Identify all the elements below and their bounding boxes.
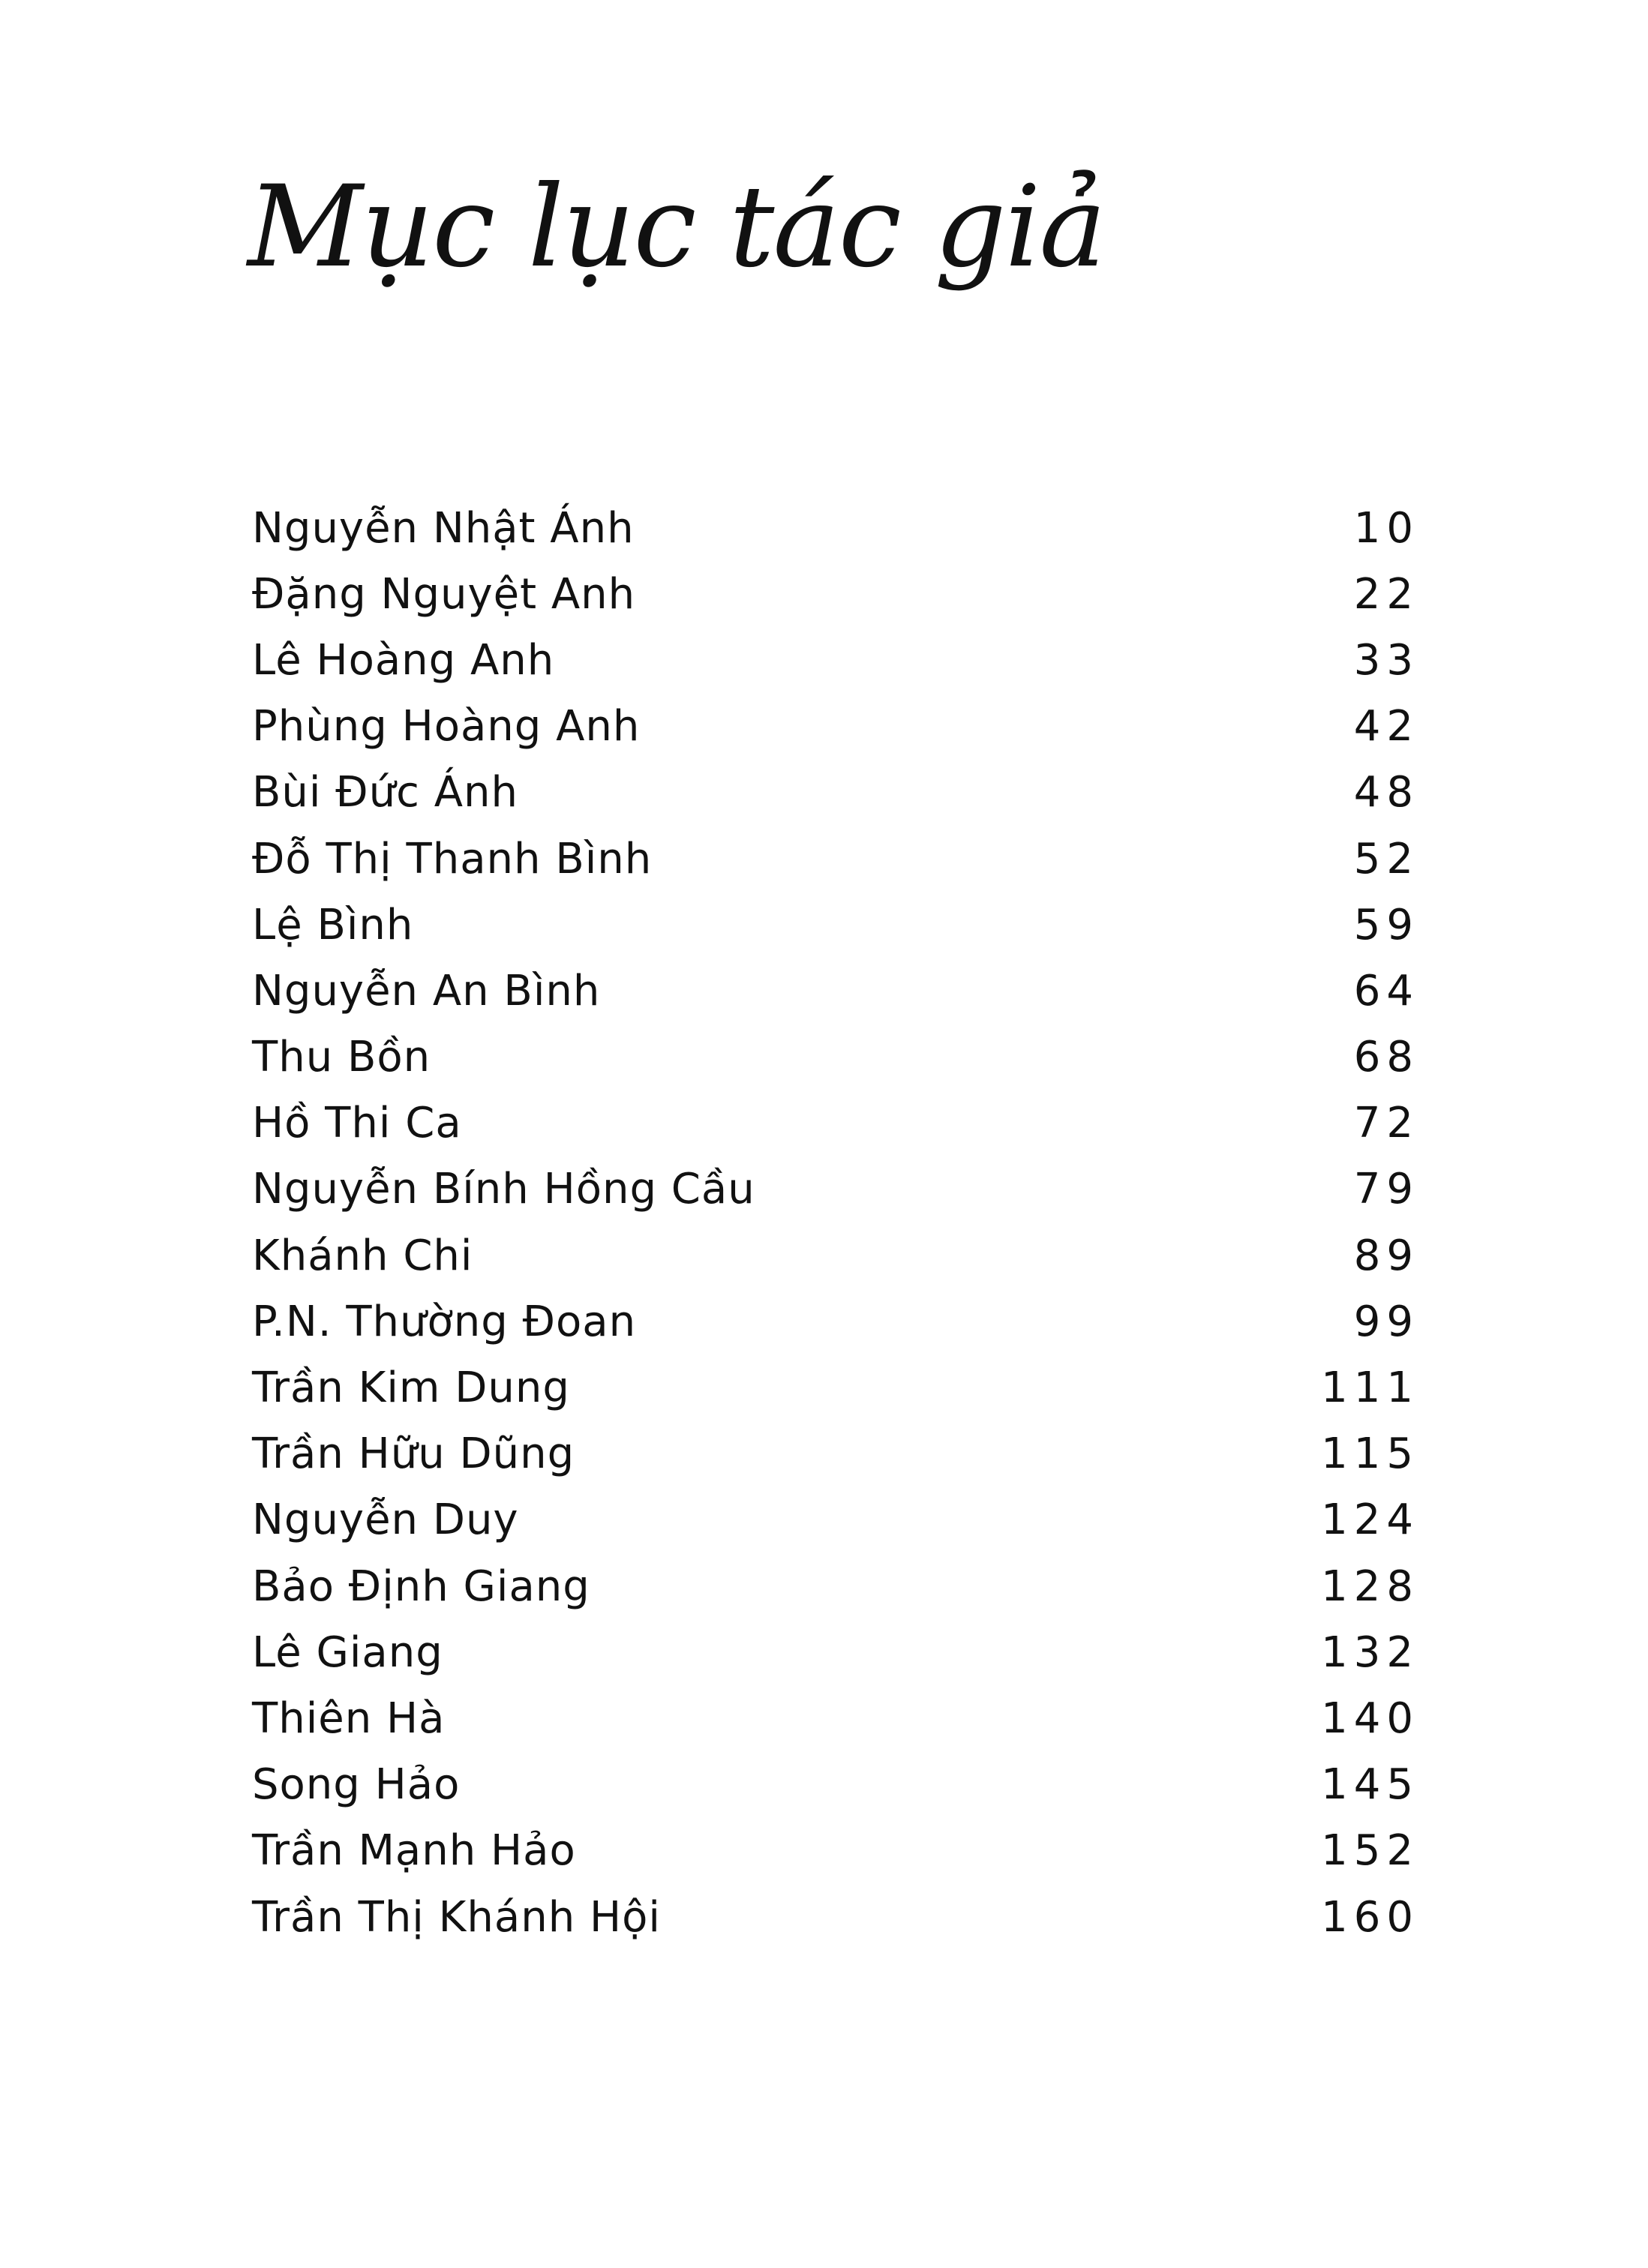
toc-entry xyxy=(252,694,1419,760)
toc-entry xyxy=(252,627,1419,693)
page-number: 152 xyxy=(1321,1826,1419,1876)
toc-entry xyxy=(252,892,1419,958)
author-name: Đặng Nguyệt Anh xyxy=(252,569,636,619)
author-name: P.N. Thường Đoan xyxy=(252,1297,637,1346)
page-number: 22 xyxy=(1353,569,1419,619)
page-number: 89 xyxy=(1353,1231,1419,1280)
page-number: 10 xyxy=(1353,503,1419,553)
toc-entry xyxy=(252,1553,1419,1619)
page-number: 160 xyxy=(1321,1892,1419,1942)
page-number: 140 xyxy=(1321,1694,1419,1743)
author-name: Nguyễn Nhật Ánh xyxy=(252,503,635,553)
author-name: Lê Giang xyxy=(252,1628,443,1677)
toc-entry xyxy=(252,1024,1419,1090)
toc-entry xyxy=(252,495,1419,561)
author-name: Lệ Bình xyxy=(252,900,414,950)
page-number: 128 xyxy=(1321,1562,1419,1611)
author-name: Nguyễn Bính Hồng Cầu xyxy=(252,1165,755,1214)
page-number: 99 xyxy=(1353,1297,1419,1346)
toc-entry xyxy=(252,1884,1419,1950)
toc-entry xyxy=(252,1487,1419,1553)
toc-entry xyxy=(252,1354,1419,1420)
toc-entry xyxy=(252,1156,1419,1222)
page-number: 72 xyxy=(1353,1099,1419,1148)
toc-entry xyxy=(252,826,1419,892)
author-name: Phùng Hoàng Anh xyxy=(252,702,641,752)
toc-entry xyxy=(252,1685,1419,1751)
toc-entry xyxy=(252,1288,1419,1354)
author-name: Thu Bồn xyxy=(252,1033,431,1082)
author-name: Trần Kim Dung xyxy=(252,1364,570,1413)
page-number: 115 xyxy=(1321,1430,1419,1479)
page-number: 111 xyxy=(1321,1364,1419,1413)
author-name: Bùi Đức Ánh xyxy=(252,768,519,818)
page-number: 52 xyxy=(1353,834,1419,884)
toc-entry xyxy=(252,1222,1419,1288)
page-number: 48 xyxy=(1353,768,1419,818)
page-number: 59 xyxy=(1353,900,1419,950)
author-name: Nguyễn Duy xyxy=(252,1496,519,1545)
page-number: 33 xyxy=(1353,635,1419,685)
author-name: Bảo Định Giang xyxy=(252,1562,590,1611)
author-index-list xyxy=(252,495,1419,1950)
author-name: Khánh Chi xyxy=(252,1231,473,1280)
page-number: 124 xyxy=(1321,1496,1419,1545)
author-name: Hồ Thi Ca xyxy=(252,1099,462,1148)
author-name: Đỗ Thị Thanh Bình xyxy=(252,834,653,884)
author-name: Lê Hoàng Anh xyxy=(252,635,555,685)
author-name: Trần Mạnh Hảo xyxy=(252,1826,576,1876)
page-number: 132 xyxy=(1321,1628,1419,1677)
page-number: 68 xyxy=(1353,1033,1419,1082)
toc-entry xyxy=(252,1752,1419,1818)
author-name: Thiên Hà xyxy=(252,1694,446,1743)
page-number: 79 xyxy=(1353,1165,1419,1214)
author-name: Song Hảo xyxy=(252,1760,461,1810)
toc-entry xyxy=(252,1619,1419,1685)
toc-entry xyxy=(252,561,1419,627)
toc-entry xyxy=(252,1818,1419,1884)
toc-entry xyxy=(252,1421,1419,1487)
author-name: Nguyễn An Bình xyxy=(252,966,601,1016)
toc-entry xyxy=(252,760,1419,826)
toc-entry xyxy=(252,1090,1419,1156)
page-number: 42 xyxy=(1353,702,1419,752)
author-name: Trần Thị Khánh Hội xyxy=(252,1892,661,1942)
page-number: 145 xyxy=(1321,1760,1419,1810)
toc-entry xyxy=(252,958,1419,1024)
page-title: Mục lục tác giả xyxy=(248,162,1105,292)
author-name: Trần Hữu Dũng xyxy=(252,1430,575,1479)
page-number: 64 xyxy=(1353,966,1419,1016)
